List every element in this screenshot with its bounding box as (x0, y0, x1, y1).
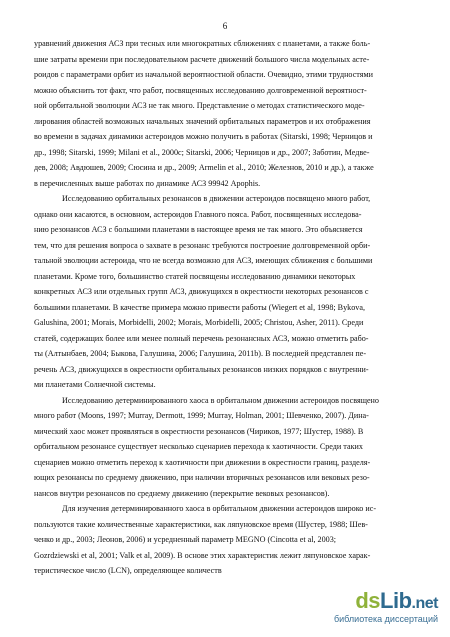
text-line: дев, 2008; Авдюшев, 2009; Сюсина и др., 2009; Armelin et al., 2010; Железнов, 2010 и др.), а также (34, 163, 374, 172)
text-line: др., 1998; Sitarski, 1999; Milani et al., 2000с; Sitarski, 2006; Черницов и др., 2007; Заботин, Медве- (34, 147, 370, 157)
text-line: шие затраты времени при последовательном расчете движений большого числа модельных асте- (34, 54, 370, 64)
text-line: Galushina, 2001; Morais, Morbidelli, 2002; Morais, Morbidelli, 2005; Christou, Asher, 2011). Среди (34, 318, 364, 327)
text-line: во времени в задачах динамики астероидов можно получить в работах (Sitarski, 1998; Черницов и (34, 132, 373, 141)
text-line: сценариев можно отметить переход к хаотичности при движении в окрестности границ, разделя- (34, 457, 371, 467)
text-line: ты (Алтынбаев, 2004; Быкова, Галушина, 2006; Галушина, 2011b). В последней представлен пе- (34, 349, 367, 358)
text-line: много работ (Moons, 1997; Murray, Dermott, 1999; Murray, Holman, 2001; Шевченко, 2007). Дина- (34, 411, 369, 420)
document-body (34, 36, 414, 579)
text-line: роидов с параметрами орбит из начальной вероятностной области. Очевидно, этими трудностями (34, 70, 373, 79)
text-line: Для изучения детерминированного хаоса в орбитальном движении астероидов широко ис- (62, 504, 377, 513)
text-line: Исследованию орбитальных резонансов в движении астероидов посвящено много работ, (62, 194, 371, 203)
text-line: конкретных АСЗ или отдельных групп АСЗ, движущихся в окрестности некоторых резонансов с (34, 287, 369, 296)
text-line: можно объяснить тот факт, что работ, посвященных исследованию долговременной вероятност- (34, 85, 367, 95)
text-line: Gozrdziewski et al, 2001; Valk et al, 2009). В основе этих характеристик лежит ляпуновское харак- (34, 550, 371, 560)
page-number: 6 (222, 21, 228, 31)
paragraph-2 (34, 191, 414, 393)
text-line: ной орбитальной эволюции АСЗ не так много. Представление о методах статистического моде- (34, 101, 365, 110)
paragraph-1 (34, 36, 414, 191)
text-line: планетами. Кроме того, большинство статей посвящены исследованию динамики некоторых (34, 271, 356, 281)
text-line: однако они касаются, в основном, астероидов Главного пояса. Работ, посвященных исследова- (34, 209, 362, 219)
watermark-tagline: библиотека диссертаций (333, 614, 438, 624)
text-line: нансов внутри резонансов по среднему движению (перекрытие вековых резонансов). (34, 488, 330, 498)
text-line: речень АСЗ, движущихся в окрестности орбитальных резонансов низких порядков с внутренни- (34, 364, 369, 374)
paragraph-4 (34, 501, 414, 579)
text-line: тальной эволюции астероида, что не всегда возможно для АСЗ, имеющих сближения с большими (34, 256, 373, 265)
text-line: мический хаос может проявляться в окрестности резонансов (Чириков, 1977; Шустер, 1988). В (34, 426, 364, 436)
text-line: теристическое число (LCN), определяющее количеств (34, 566, 222, 575)
text-line: ченко и др., 2003; Леонов, 2006) и усредненный параметр MEGNO (Cincotta et al, 2003; (34, 535, 337, 544)
text-line: нию резонансов АСЗ с большими планетами в настоящее время не так много. Это объясняется (34, 225, 363, 234)
text-line: большими планетами. В качестве примера можно привести работы (Wiegert et al, 1998; Bykova, (34, 302, 365, 312)
text-line: Исследованию детерминированного хаоса в орбитальном движении астероидов посвящено (62, 395, 379, 405)
text-line: ми планетами Солнечной системы. (34, 380, 156, 389)
text-line: уравнений движения АСЗ при тесных или многократных сближениях с планетами, а также боль- (34, 39, 371, 48)
text-line: тем, что для решения вопроса о захвате в резонанс требуются построение долговременной орби- (34, 240, 371, 250)
text-line: статей, содержащих более или менее полный перечень резонансных АСЗ, можно отметить рабо- (34, 333, 369, 343)
text-line: лирования областей возможных начальных значений орбитальных параметров и их отображения (34, 116, 371, 126)
text-line: в перечисленных выше работах по динамике АСЗ 99942 Apophis. (34, 178, 261, 188)
dslib-watermark (320, 589, 438, 629)
text-line: орбитальном резонансе существует несколько сценариев перехода к хаотичности. Среди таких (34, 442, 363, 451)
text-line: ющих резонансы по среднему движению, при наличии вторичных резонансов или вековых резо- (34, 473, 370, 482)
paragraph-3 (34, 393, 414, 502)
dslib-logo: dsLib.net (355, 588, 438, 613)
text-line: пользуются такие количественные характеристики, как ляпуновское время (Шустер, 1988; Шев- (34, 519, 368, 529)
